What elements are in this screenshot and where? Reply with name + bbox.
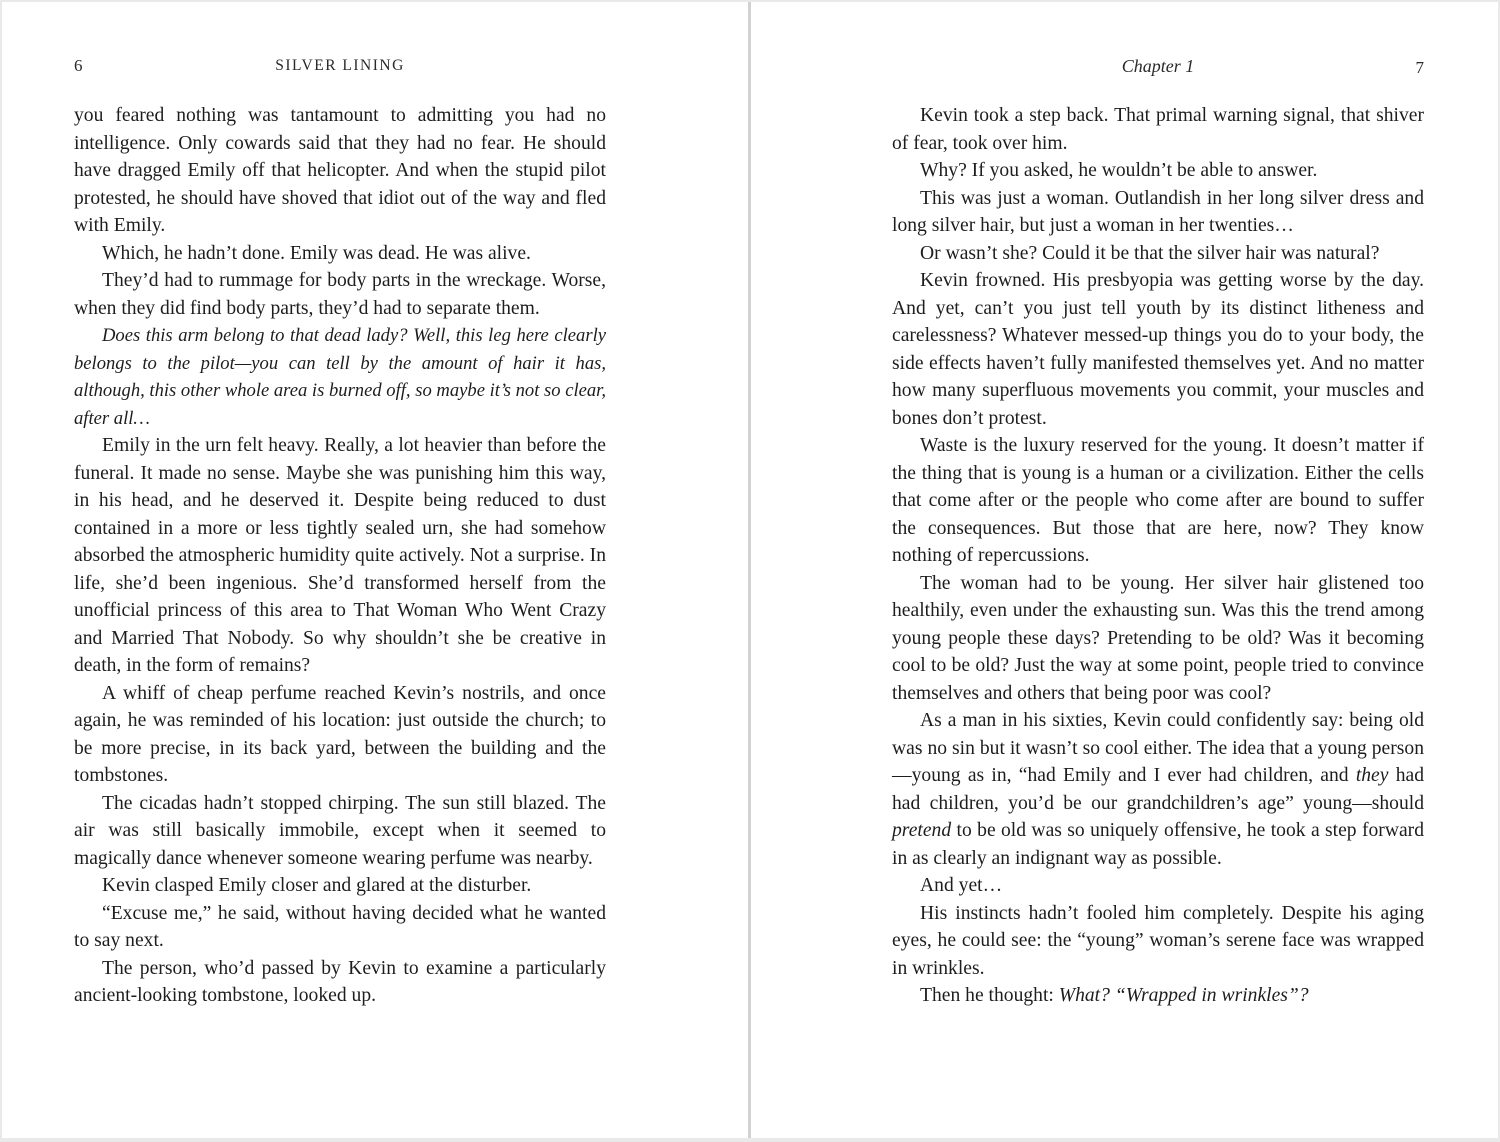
text-run: Then he thought: xyxy=(920,985,1059,1006)
text-run: to be old was so uniquely offensive, he took a step forward in as clearly an indignant way as possible. xyxy=(892,820,1424,869)
paragraph: A whiff of cheap perfume reached Kevin’s nostrils, and once again, he was reminded of his location: just outside the church; to be more precise, in its back yard, between the building and the tombstones. xyxy=(74,682,606,786)
paragraph xyxy=(892,432,1424,570)
paragraph: Which, he hadn’t done. Emily was dead. He was alive. xyxy=(102,242,531,264)
left-page xyxy=(2,2,748,1138)
text-run: Waste is the luxury reserved for the young. It doesn’t matter if the thing that is young is a human or a civilization. Either the cells that come after or the people who come after are bound to suffer the consequences. But those that are here, now? They know nothing of repercussions. xyxy=(892,435,1424,566)
paragraph: Emily in the urn felt heavy. Really, a lot heavier than before the funeral. It made no sense. Maybe she was punishing him this way, in his head, and he deserved it. Despite being reduced to dust contained in a more or less tightly sealed urn, she had somehow absorbed the atmospheric humidity quite actively. Not a surprise. In life, she’d been ingenious. She’d transformed herself from the unofficial princess of this area to That Woman Who Went Crazy and Married That Nobody. So why shouldn’t she be creative in death, in the form of remains? xyxy=(74,435,606,676)
text-run: His instincts hadn’t fooled him completely. Despite his aging eyes, he could see: the “young” woman’s serene face was wrapped in wrinkles. xyxy=(892,902,1424,979)
paragraph xyxy=(892,267,1424,432)
left-page-header xyxy=(74,54,606,82)
text-run: had had children, you’d be our grandchildren’s age” young—should xyxy=(892,765,1424,814)
text-run: And yet… xyxy=(920,875,1003,896)
text-run: Or wasn’t she? Could it be that the silver hair was natural? xyxy=(920,242,1380,264)
text-run: As a man in his sixties, Kevin could confidently say: being old was no sin but it wasn’t so cool either. The idea that a young person—young as in, “had Emily and I ever had children, and xyxy=(892,710,1424,786)
paragraph: The cicadas hadn’t stopped chirping. The sun still blazed. The air was still basically immobile, except when it seemed to magically dance whenever someone wearing perfume was nearby. xyxy=(74,792,606,869)
paragraph xyxy=(892,707,1424,872)
text-run: The woman had to be young. Her silver hair glistened too healthily, even under the exhausting sun. Was this the trend among young people these days? Pretending to be old? Was it becoming cool to be old? Just the way at some point, people tried to convince themselves and others that being poor was cool? xyxy=(892,572,1424,704)
paragraph xyxy=(892,900,1424,983)
text-run: This was just a woman. Outlandish in her long silver dress and long silver hair, but just a woman in her twenties… xyxy=(892,187,1424,236)
page-number: 6 xyxy=(74,56,83,75)
paragraph xyxy=(892,982,1424,1010)
page-number: 7 xyxy=(1415,58,1424,77)
paragraph: Does this arm belong to that dead lady? Well, this leg here clearly belongs to the pilot—you can tell by the amount of hair it has, although, this other whole area is burned off, so maybe it’s not so clear, after all… xyxy=(74,325,606,429)
paragraph xyxy=(892,240,1424,268)
paragraph xyxy=(892,185,1424,240)
paragraph: you feared nothing was tantamount to admitting you had no intelligence. Only cowards said that they had no fear. He should have dragged Emily off that helicopter. And when the stupid pilot protested, he should have shoved that idiot out of the way and fled with Emily. xyxy=(74,105,606,236)
paragraph: “Excuse me,” he said, without having decided what he wanted to say next. xyxy=(74,902,606,951)
text-run: Why? If you asked, he wouldn’t be able to answer. xyxy=(920,160,1318,181)
text-run: Kevin took a step back. That primal warning signal, that shiver of fear, took over him. xyxy=(892,105,1424,154)
italic-text: they xyxy=(1355,765,1389,786)
paragraph xyxy=(892,872,1424,900)
italic-text: pretend xyxy=(892,820,952,841)
running-head-book-title: SILVER LINING xyxy=(275,57,405,74)
paragraph: The person, who’d passed by Kevin to examine a particularly ancient-looking tombstone, looked up. xyxy=(74,957,606,1006)
right-page xyxy=(751,2,1498,1138)
right-page-header xyxy=(892,54,1424,82)
paragraph xyxy=(892,570,1424,708)
right-page-body-text xyxy=(892,102,1424,1010)
paragraph: Kevin clasped Emily closer and glared at the disturber. xyxy=(102,875,532,896)
running-head-chapter: Chapter 1 xyxy=(1121,56,1195,76)
paragraph xyxy=(892,157,1424,185)
text-run: Kevin frowned. His presbyopia was getting worse by the day. And yet, can’t you just tell youth by its distinct litheness and carelessness? Whatever messed-up things you do to your body, the side effects haven’t fully manifested themselves yet. And no matter how many superfluous movements you commit, your muscles and bones don’t protest. xyxy=(892,270,1424,429)
paragraph xyxy=(892,102,1424,157)
paragraph: They’d had to rummage for body parts in the wreckage. Worse, when they did find body parts, they’d had to separate them. xyxy=(74,270,606,319)
italic-text: What? “Wrapped in wrinkles”? xyxy=(1058,985,1309,1006)
left-page-body-text xyxy=(74,102,606,1010)
